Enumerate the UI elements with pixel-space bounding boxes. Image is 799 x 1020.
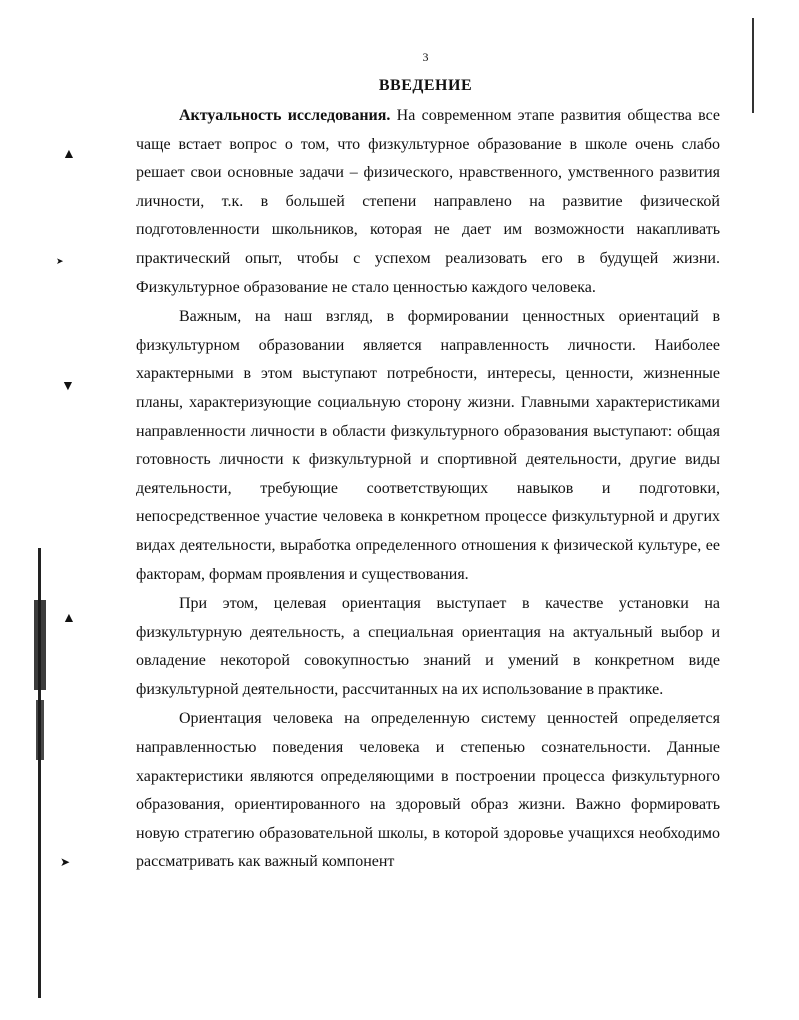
body-text	[136, 102, 720, 877]
paragraph-personality-orientation: Важным, на наш взгляд, в формировании ценностных ориентаций в физкультурном образовании является направленность личности. Наиболее характерными в этом выступают потребности, интересы, ценности, жизненные планы, характеризующие социальную сторону жизни. Главными характеристиками направленности личности в области физкультурного образования выступают: общая готовность личности к физкультурной и спортивной деятельности, другие виды деятельности, требующие соответствующих навыков и подготовки, непосредственное участие человека в конкретном процессе физкультурной и других видах деятельности, выработка определенного отношения к физической культуре, ее факторам, формам проявления и существования.	[136, 308, 720, 583]
scan-edge-line-right	[752, 18, 754, 113]
page-title: ВВЕДЕНИЕ	[378, 77, 473, 94]
punch-mark-icon: ▼	[61, 379, 75, 394]
scan-edge-smudge	[34, 600, 46, 690]
relevance-lead: Актуальность исследования.	[179, 107, 391, 124]
relevance-text: На современном этапе развития общества все чаще встает вопрос о том, что физкультурное образование в школе очень слабо решает свои основные задачи – физического, нравственного, умственного развития личности, т.к. в большей степени направлено на развитие физической подготовленности школьников, которая не дает им возможности накапливать практический опыт, чтобы с успехом реализовать его в будущей жизни. Физкультурное образование не стало ценностью каждого человека.	[136, 107, 720, 296]
scan-edge-smudge-2	[36, 700, 44, 760]
paragraph-value-system: Ориентация человека на определенную систему ценностей определяется направленностью поведения человека и степенью сознательности. Данные характеристики являются определяющими в построении процесса физкультурного образования, ориентированного на здоровый образ жизни. Важно формировать новую стратегию образовательной школы, в которой здоровье учащихся необходимо рассматривать как важный компонент	[136, 710, 720, 871]
punch-mark-icon: ➤	[56, 256, 64, 266]
punch-mark-icon: ▲	[62, 611, 76, 626]
punch-mark-icon: ➤	[60, 855, 71, 869]
page-number: 3	[422, 50, 429, 64]
paragraph-target-orientation: При этом, целевая ориентация выступает в качестве установки на физкультурную деятельность, а специальная ориентация на актуальный выбор и овладение некоторой совокупностью знаний и умений в конкретном виде физкультурной деятельности, рассчитанных на их использование в практике.	[136, 595, 720, 698]
paragraph-relevance	[136, 102, 720, 302]
punch-mark-icon: ▲	[62, 147, 76, 162]
